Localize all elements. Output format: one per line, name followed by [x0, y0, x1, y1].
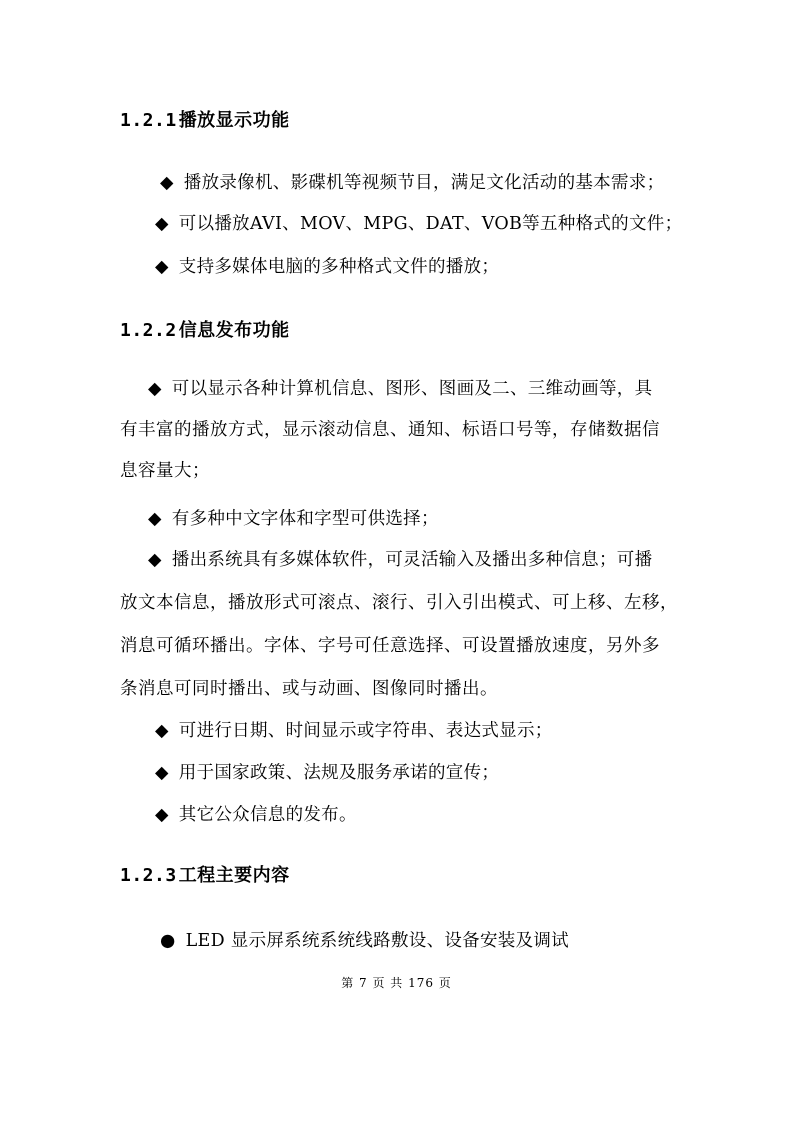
diamond-bullet-icon: ◆: [155, 721, 169, 741]
section-number: 1.2.2: [120, 320, 177, 341]
section-number: 1.2.3: [120, 865, 177, 886]
list-item: [155, 759, 499, 784]
section-heading-1-2-2: [120, 316, 290, 342]
diamond-bullet-icon: ◆: [148, 379, 162, 399]
diamond-bullet-icon: ◆: [155, 763, 169, 783]
section-heading-1-2-3: [120, 861, 290, 887]
paragraph-line: 放文本信息，播放形式可滚点、滚行、引入引出模式、可上移、左移，: [120, 593, 678, 613]
list-item-text: 支持多媒体电脑的多种格式文件的播放；: [178, 257, 500, 277]
list-item-text: 可进行日期、时间显示或字符串、表达式显示；: [178, 721, 553, 741]
list-item-text: 播放录像机、影碟机等视频节目，满足文化活动的基本需求；: [183, 173, 665, 193]
section-title: 工程主要内容: [178, 865, 290, 886]
list-item: [148, 546, 652, 571]
list-item-text: 可以播放AVI、MOV、MPG、DAT、VOB等五种格式的文件；: [178, 214, 683, 234]
diamond-bullet-icon: ◆: [155, 805, 169, 825]
section-title: 信息发布功能: [178, 320, 290, 341]
list-item-text: 播出系统具有多媒体软件，可灵活输入及播出多种信息；可播: [171, 550, 653, 570]
list-item: [155, 253, 499, 278]
list-item: [155, 717, 553, 742]
list-item: [148, 505, 439, 530]
list-item: [155, 210, 682, 235]
paragraph-line: 有丰富的播放方式，显示滚动信息、通知、标语口号等，存储数据信: [120, 420, 660, 440]
list-item-text: LED 显示屏系统系统线路敷设、设备安装及调试: [185, 931, 569, 951]
list-item: [148, 375, 652, 400]
page-footer: 第 7 页 共 176 页: [341, 976, 452, 990]
list-item-text: 用于国家政策、法规及服务承诺的宣传；: [178, 763, 500, 783]
list-item-text: 可以显示各种计算机信息、图形、图画及二、三维动画等，具: [171, 379, 653, 399]
list-item-text: 其它公众信息的发布。: [178, 805, 357, 825]
diamond-bullet-icon: ◆: [160, 173, 174, 193]
section-number: 1.2.1: [120, 110, 177, 131]
paragraph-line: 息容量大；: [120, 461, 210, 481]
circle-bullet-icon: ●: [160, 931, 176, 951]
diamond-bullet-icon: ◆: [155, 257, 169, 277]
section-heading-1-2-1: [120, 106, 290, 132]
diamond-bullet-icon: ◆: [155, 214, 169, 234]
list-item-text: 有多种中文字体和字型可供选择；: [171, 509, 439, 529]
list-item: [155, 801, 357, 826]
diamond-bullet-icon: ◆: [148, 509, 162, 529]
section-title: 播放显示功能: [178, 110, 290, 131]
paragraph-line: 消息可循环播出。字体、字号可任意选择、可设置播放速度，另外多: [120, 636, 660, 656]
list-item: [160, 169, 664, 194]
list-item: [160, 927, 569, 952]
paragraph-line: 条消息可同时播出、或与动画、图像同时播出。: [120, 679, 498, 699]
diamond-bullet-icon: ◆: [148, 550, 162, 570]
